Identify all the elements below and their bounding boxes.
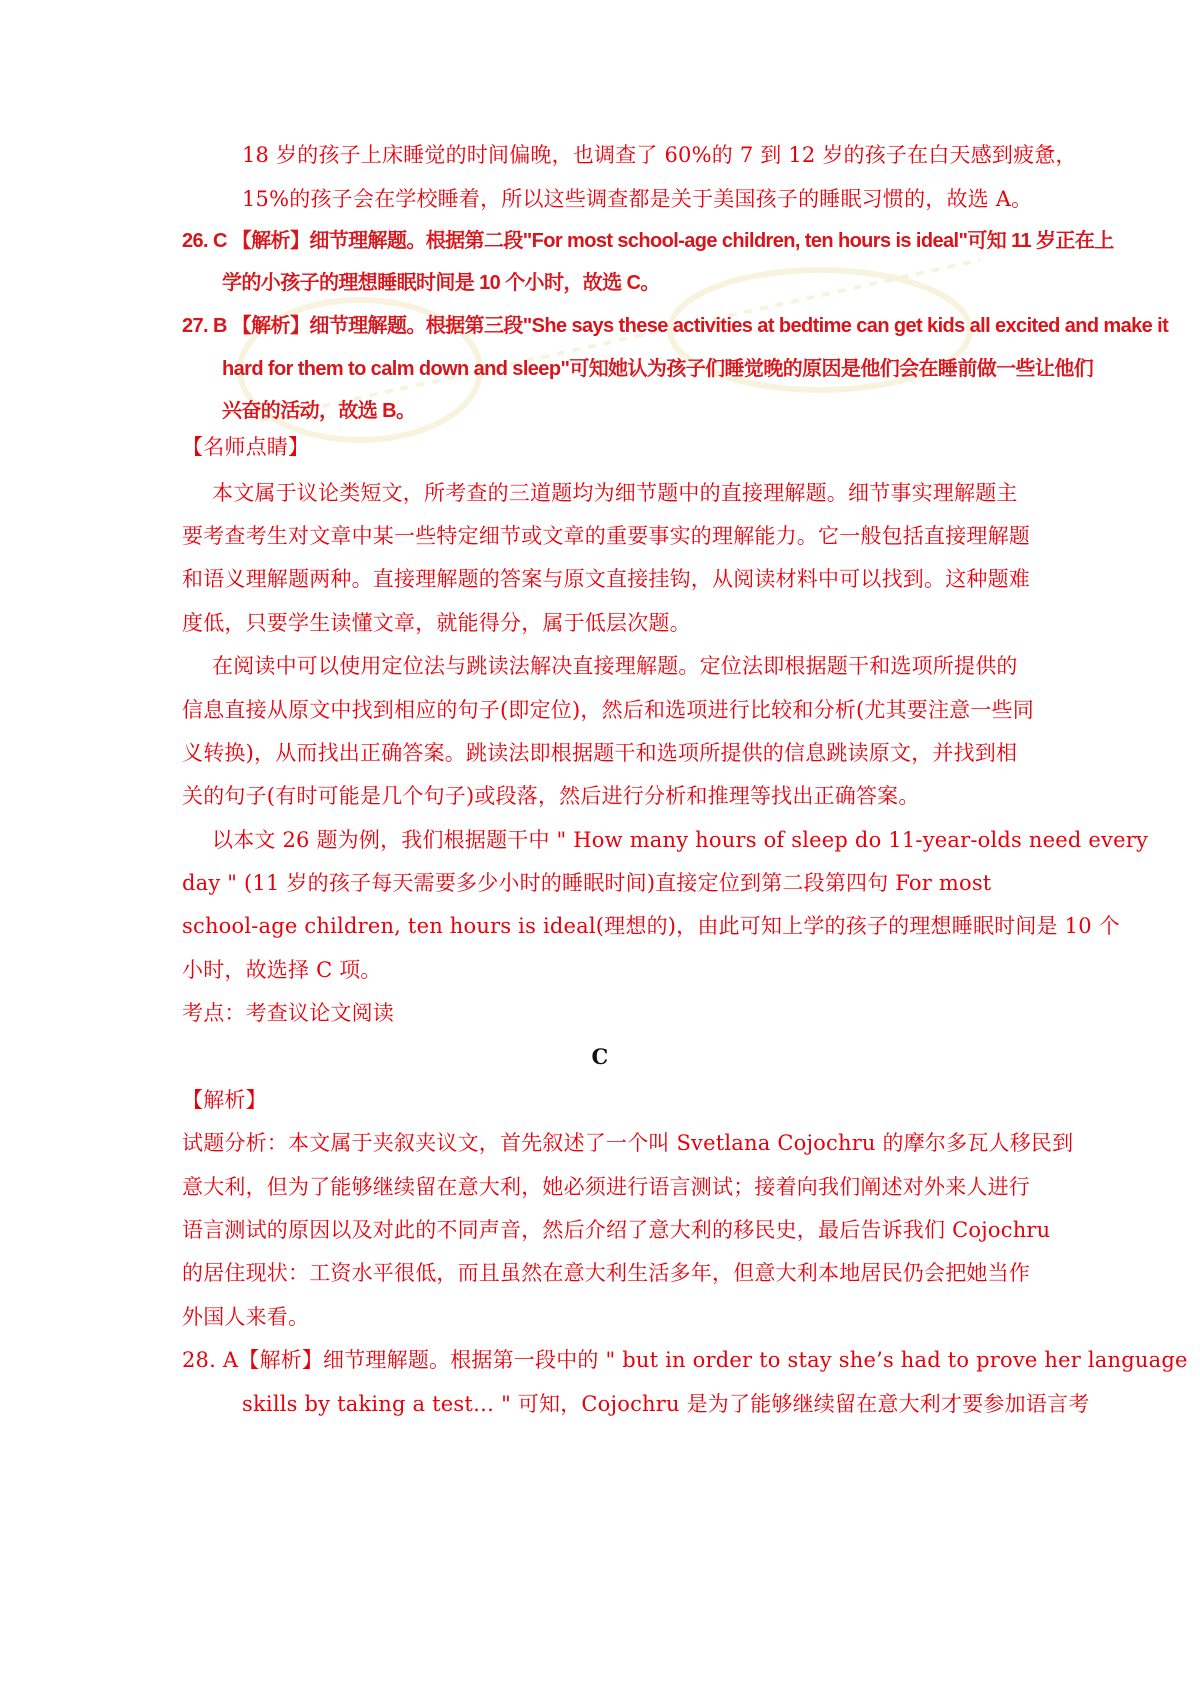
note-paragraph-3-line-2: day " (11 岁的孩子每天需要多少小时的睡眠时间)直接定位到第二段第四句 For most bbox=[182, 871, 992, 895]
note-paragraph-1-line-3: 和语义理解题两种。直接理解题的答案与原文直接挂钩，从阅读材料中可以找到。这种题难 bbox=[182, 567, 1030, 591]
note-paragraph-3-line-3: school-age children, ten hours is ideal(理想的)，由此可知上学的孩子的理想睡眠时间是 10 个 bbox=[182, 914, 1120, 938]
analysis-paragraph-line-2: 意大利，但为了能够继续留在意大利，她必须进行语言测试；接着向我们阐述对外来人进行 bbox=[182, 1175, 1030, 1199]
note-paragraph-3-line-1: 以本文 26 题为例，我们根据题干中 " How many hours of sleep do 11-year-olds need every bbox=[212, 828, 1149, 852]
section-heading-teacher-note: 【名师点睛】 bbox=[182, 435, 310, 459]
note-paragraph-1-line-2: 要考查考生对文章中某一些特定细节或文章的重要事实的理解能力。它一般包括直接理解题 bbox=[182, 524, 1030, 548]
answer-25-line-3: 15%的孩子会在学校睡着，所以这些调查都是关于美国孩子的睡眠习惯的，故选 A。 bbox=[242, 187, 1033, 211]
note-paragraph-2-line-3: 义转换)，从而找出正确答案。跳读法即根据题干和选项所提供的信息跳读原文，并找到相 bbox=[182, 741, 1018, 765]
analysis-paragraph-line-3: 语言测试的原因以及对此的不同声音，然后介绍了意大利的移民史，最后告诉我们 Cojochru bbox=[182, 1218, 1051, 1242]
analysis-heading: 【解析】 bbox=[182, 1088, 267, 1112]
answer-25-line-2: 18 岁的孩子上床睡觉的时间偏晚，也调查了 60%的 7 到 12 岁的孩子在白天感到疲惫， bbox=[242, 143, 1077, 167]
note-paragraph-3-line-4: 小时，故选择 C 项。 bbox=[182, 958, 382, 982]
answer-27-line-2: hard for them to calm down and sleep"可知她认为孩子们睡觉晚的原因是他们会在睡前做一些让他们 bbox=[222, 358, 1094, 380]
answer-27-line-1: 27. B 【解析】细节理解题。根据第三段"She says these activities at bedtime can get kids all excited and make it bbox=[182, 315, 1169, 337]
note-paragraph-2-line-1: 在阅读中可以使用定位法与跳读法解决直接理解题。定位法即根据题干和选项所提供的 bbox=[212, 654, 1018, 678]
analysis-paragraph-line-4: 的居住现状：工资水平很低，而且虽然在意大利生活多年，但意大利本地居民仍会把她当作 bbox=[182, 1261, 1030, 1285]
answer-28-line-1: 28. A【解析】细节理解题。根据第一段中的 " but in order to stay she’s had to prove her language bbox=[182, 1348, 1188, 1372]
analysis-paragraph-line-1: 试题分析：本文属于夹叙夹议文，首先叙述了一个叫 Svetlana Cojochru 的摩尔多瓦人移民到 bbox=[182, 1131, 1074, 1155]
answer-28-line-2: skills by taking a test… " 可知，Cojochru 是为了能够继续留在意大利才要参加语言考 bbox=[242, 1392, 1090, 1416]
note-paragraph-1-line-4: 度低，只要学生读懂文章，就能得分，属于低层次题。 bbox=[182, 611, 691, 635]
section-c-heading: C bbox=[591, 1044, 609, 1069]
answer-26-line-1: 26. C 【解析】细节理解题。根据第二段"For most school-age children, ten hours is ideal"可知 11 岁正在上 bbox=[182, 230, 1114, 252]
exam-point-line: 考点：考查议论文阅读 bbox=[182, 1001, 394, 1025]
note-paragraph-2-line-2: 信息直接从原文中找到相应的句子(即定位)，然后和选项进行比较和分析(尤其要注意一些同 bbox=[182, 698, 1034, 722]
answer-26-line-2: 学的小孩子的理想睡眠时间是 10 个小时，故选 C。 bbox=[222, 272, 660, 294]
analysis-paragraph-line-5: 外国人来看。 bbox=[182, 1305, 310, 1329]
answer-27-line-3: 兴奋的活动，故选 B。 bbox=[222, 400, 416, 422]
note-paragraph-2-line-4: 关的句子(有时可能是几个句子)或段落，然后进行分析和推理等找出正确答案。 bbox=[182, 784, 920, 808]
note-paragraph-1-line-1: 本文属于议论类短文，所考查的三道题均为细节题中的直接理解题。细节事实理解题主 bbox=[212, 481, 1018, 505]
